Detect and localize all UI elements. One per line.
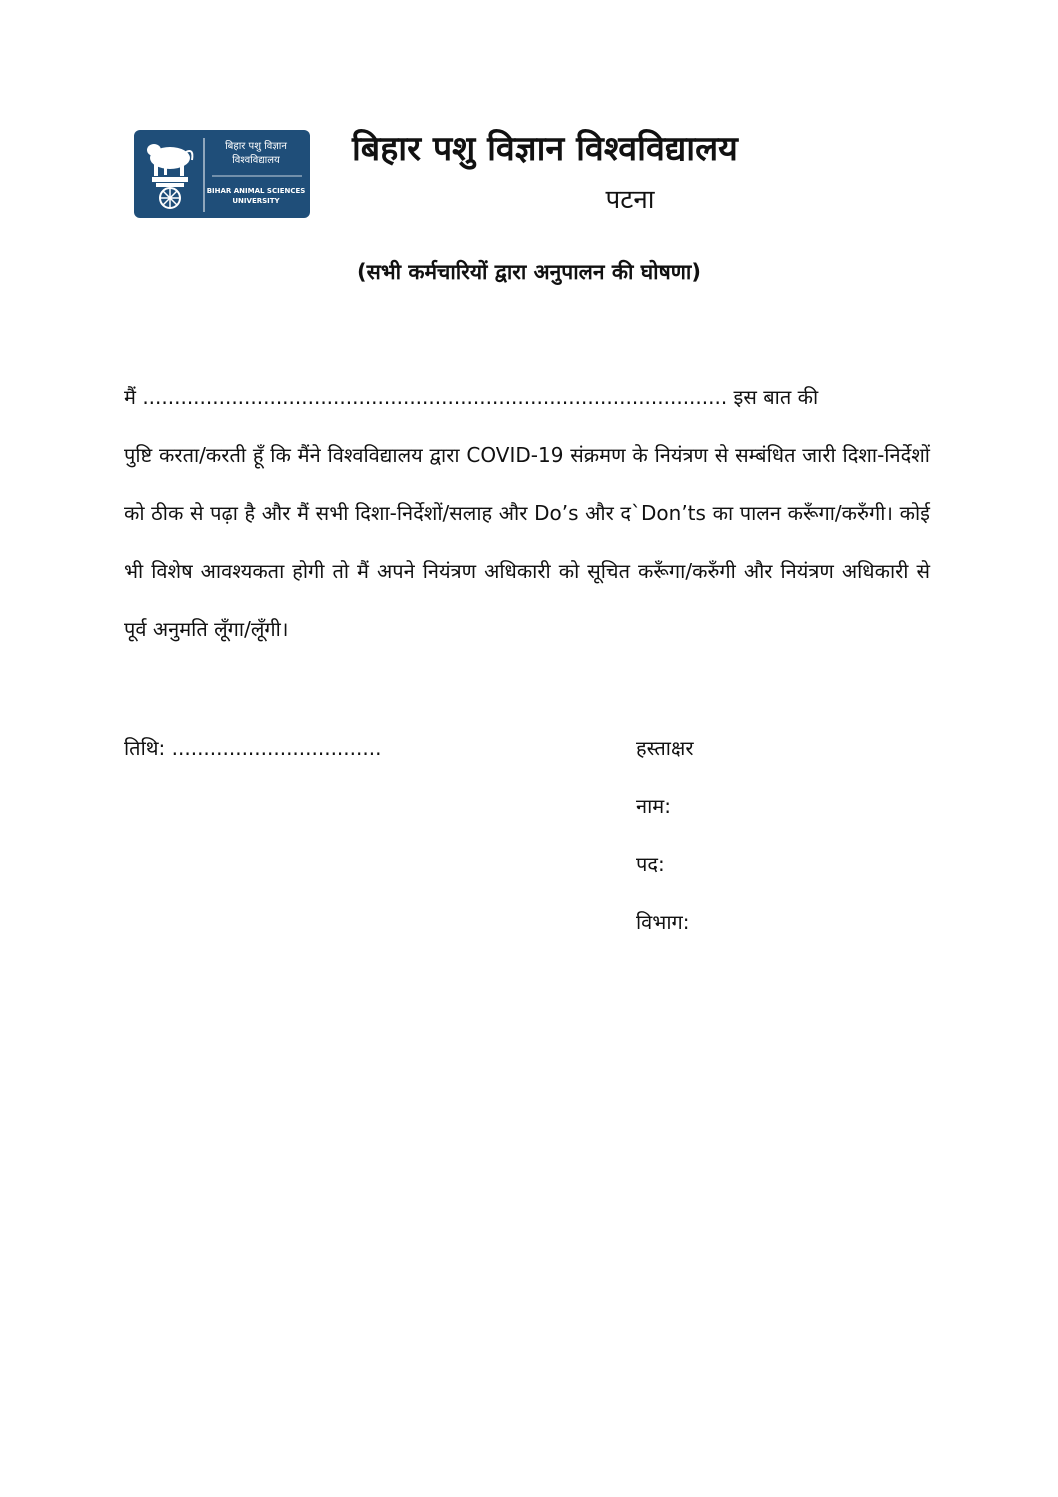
logo-english-line2: UNIVERSITY xyxy=(232,197,280,205)
signature-label: हस्ताक्षर xyxy=(636,736,694,760)
declaration-name-line: मैं ............................................................................................ इस बात की xyxy=(124,385,819,409)
university-city: पटना xyxy=(605,185,655,215)
signature-block xyxy=(636,734,936,966)
logo-hindi-line2: विश्वविद्यालय xyxy=(232,155,280,166)
document-heading: (सभी कर्मचारियों द्वारा अनुपालन की घोषणा) xyxy=(357,260,701,284)
name-label: नाम: xyxy=(636,794,671,818)
declaration-paragraph xyxy=(124,368,930,658)
logo-english-line1: BIHAR ANIMAL SCIENCES xyxy=(206,187,306,195)
logo-hindi-line1: बिहार पशु विज्ञान xyxy=(225,141,287,152)
post-label: पद: xyxy=(636,852,665,876)
university-name: बिहार पशु विज्ञान विश्वविद्यालय xyxy=(352,129,738,169)
date-field: तिथि: ................................. xyxy=(124,736,382,760)
logo-hindi-text xyxy=(206,140,306,168)
logo-english-text xyxy=(206,186,306,206)
department-label: विभाग: xyxy=(636,910,690,934)
university-logo xyxy=(134,130,310,218)
declaration-text: पुष्टि करता/करती हूँ कि मैंने विश्वविद्यालय द्वारा COVID-19 संक्रमण के नियंत्रण से सम्बंधित जारी दिशा-निर्देशों को ठीक से पढ़ा है और मैं सभी दिशा-निर्देशों/सलाह और Do’s और द`Don’ts का पालन करूँगा/करुँगी। कोई भी विशेष आवश्यकता होगी तो मैं अपने नियंत्रण अधिकारी को सूचित करूँगा/करुँगी और नियंत्रण अधिकारी से पूर्व अनुमति लूँगा/लूँगी। xyxy=(124,443,930,641)
